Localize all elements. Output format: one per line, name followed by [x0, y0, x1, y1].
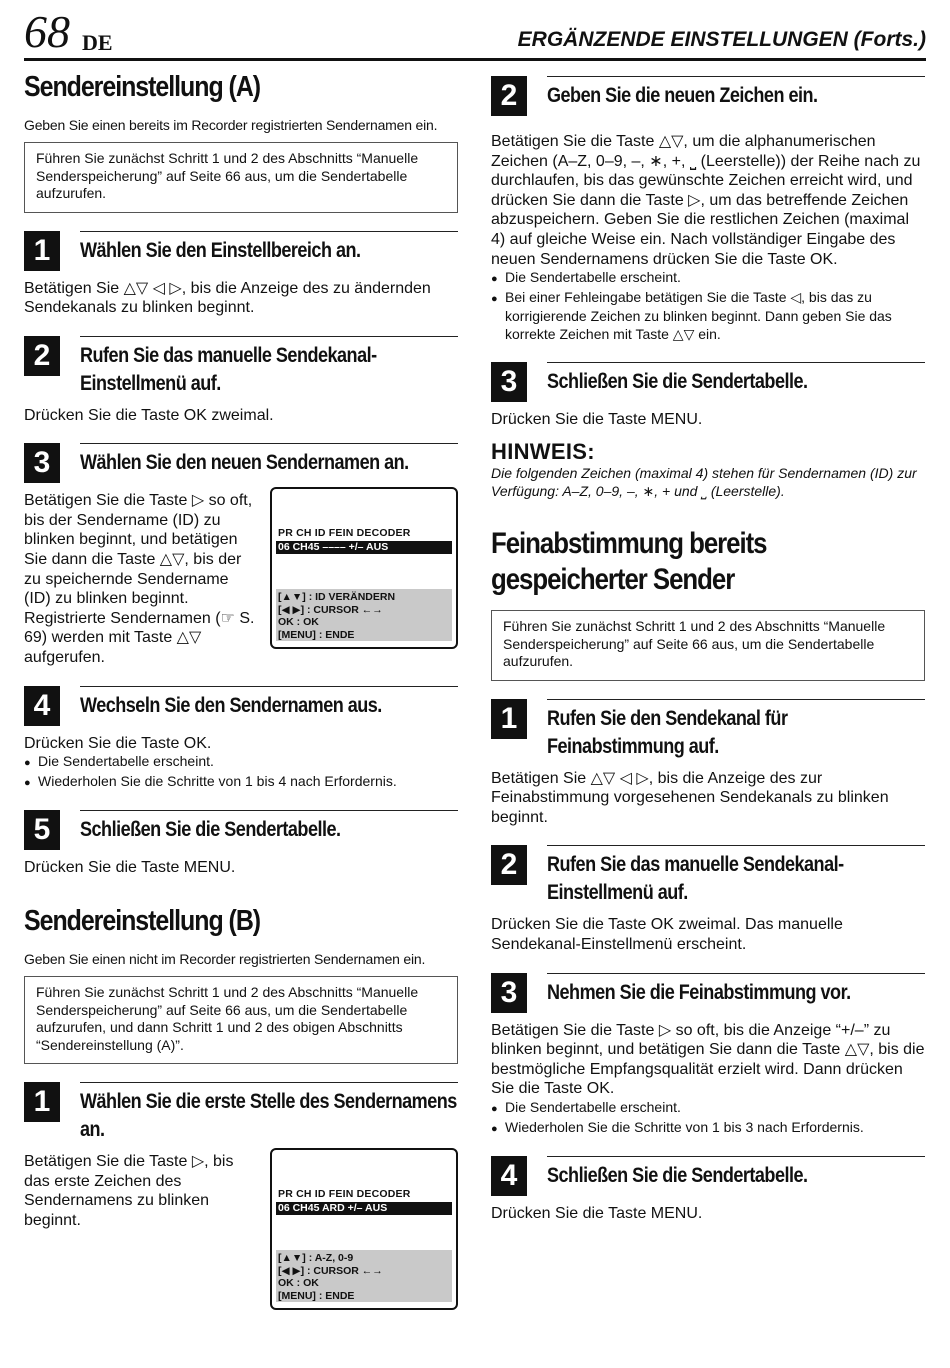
step-a5 [24, 810, 458, 850]
step-a3 [24, 443, 458, 483]
step-body: Betätigen Sie die Taste ▷, bis das erste Zeichen des Sendernamens zu blinken beginnt. [24, 1153, 234, 1229]
step-c3 [491, 973, 925, 1013]
step-c2 [491, 845, 925, 907]
osd-screen-a [270, 487, 458, 649]
step-b1 [24, 1082, 458, 1144]
osd-header: PR CH ID FEIN DECODER [278, 1188, 411, 1200]
step-number: 1 [24, 1082, 60, 1122]
step-title: Wählen Sie die erste Stelle des Sendernamens an. [80, 1090, 457, 1141]
step-body: Drücken Sie die Taste MENU. [24, 859, 236, 877]
step-number: 1 [491, 699, 527, 739]
osd-screen-b [270, 1148, 458, 1310]
section-b-prerequisite-box: Führen Sie zunächst Schritt 1 und 2 des Abschnitts “Manuelle Senderspeicherung” auf Seite 66 aus, um die Sendertabelle aufzurufen, und dann Schritt 1 und 2 des obigen Abschnitts “Sendereinstellung (A)”. [24, 976, 458, 1064]
step-body: Betätigen Sie die Taste ▷ so oft, bis der Sendername (ID) zu blinken beginnt, und betätigen Sie dann die Taste △▽, bis der zu speichernde Sendername (ID) zu blinken beginnt. Registrierte Sendernamen (☞ S. 69) werden mit Taste △▽ aufgerufen. [24, 492, 255, 667]
osd-help-line: OK : OK [278, 616, 319, 629]
step-a4 [24, 686, 458, 726]
section-title-b: Sendereinstellung (B) [24, 905, 261, 937]
section-title-a: Sendereinstellung (A) [24, 71, 261, 103]
step-a2 [24, 336, 458, 398]
chapter-title: ERGÄNZENDE EINSTELLUNGEN (Forts.) [517, 28, 926, 51]
step-title: Geben Sie die neuen Zeichen ein. [547, 84, 818, 107]
page-header [24, 6, 926, 61]
step-c1 [491, 699, 925, 761]
osd-help-line: [MENU] : ENDE [278, 1289, 355, 1302]
page-number: 68 [24, 6, 70, 57]
step-body: Betätigen Sie △▽ ◁ ▷, bis die Anzeige des zu ändernden Sendekanals zu blinken beginnt. [24, 279, 431, 317]
language-code: DE [82, 30, 113, 55]
step-number: 4 [24, 686, 60, 726]
step-body: Betätigen Sie △▽ ◁ ▷, bis die Anzeige des zur Feinabstimmung vorgesehenen Sendekanals zu blinken beginnt. [491, 769, 889, 826]
bullet-item: ● Die Sendertabelle erscheint. [491, 1099, 925, 1119]
step-title: Rufen Sie den Sendekanal für Feinabstimmung auf. [547, 706, 788, 758]
step-a1 [24, 231, 458, 271]
bullet-item: ● Die Sendertabelle erscheint. [491, 269, 925, 289]
section-a-intro: Geben Sie einen bereits im Recorder registrierten Sendernamen ein. [24, 117, 438, 133]
step-number: 2 [491, 845, 527, 885]
note-heading: HINWEIS: [491, 439, 595, 465]
step-body: Drücken Sie die Taste MENU. [491, 410, 703, 428]
right-column [491, 76, 925, 1224]
step-body: Drücken Sie die Taste OK. [24, 734, 212, 752]
step-number: 3 [491, 973, 527, 1013]
osd-help-panel [276, 589, 452, 641]
step-c4 [491, 1156, 925, 1196]
osd-help-line: [▲▼] : A-Z, 0-9 [278, 1252, 354, 1264]
osd-help-line: [▲▼] : ID VERÄNDERN [278, 591, 396, 604]
step-number: 3 [24, 443, 60, 483]
step-title: Rufen Sie das manuelle Sendekanal-Einstellmenü auf. [80, 343, 377, 395]
step-title: Nehmen Sie die Feinabstimmung vor. [547, 980, 851, 1004]
section-a-prerequisite-box: Führen Sie zunächst Schritt 1 und 2 des Abschnitts “Manuelle Senderspeicherung” auf Seite 66 aus, um die Sendertabelle aufzurufen. [24, 142, 458, 213]
bullet-item: ● Die Sendertabelle erscheint. [24, 753, 458, 773]
step-title: Wählen Sie den Einstellbereich an. [80, 238, 361, 262]
osd-help-line: [◀ ▶] : CURSOR ←→ [278, 1264, 383, 1277]
step-number: 2 [491, 76, 527, 116]
bullet-item: ● Wiederholen Sie die Schritte von 1 bis 4 nach Erfordernis. [24, 773, 458, 793]
section-b-intro: Geben Sie einen nicht im Recorder registrierten Sendernamen ein. [24, 951, 426, 967]
step-number: 4 [491, 1156, 527, 1196]
osd-help-line: OK : OK [278, 1277, 319, 1289]
step-number: 5 [24, 810, 60, 850]
step-body: Drücken Sie die Taste OK zweimal. Das manuelle Sendekanal-Einstellmenü erscheint. [491, 916, 843, 953]
step-number: 2 [24, 336, 60, 376]
step-b3 [491, 362, 925, 402]
bullet-item: ● Wiederholen Sie die Schritte von 1 bis 3 nach Erfordernis. [491, 1119, 925, 1139]
osd-help-line: [MENU] : ENDE [278, 628, 355, 641]
osd-header: PR CH ID FEIN DECODER [278, 527, 411, 540]
step-number: 1 [24, 231, 60, 271]
step-body: Betätigen Sie die Taste ▷ so oft, bis die Anzeige “+/–” zu blinken beginnt, und betätigen Sie dann die Taste △▽, bis die bestmögliche Empfangsqualität erzielt wird. Dann drücken Sie die Taste OK. [491, 1021, 925, 1098]
bullet-item: ● Bei einer Fehleingabe betätigen Sie die Taste ◁, bis das zu korrigierende Zeichen zu blinken beginnt. Dann geben Sie das korrekte Zeichen mit Taste △▽ ein. [491, 289, 925, 344]
step-body: Drücken Sie die Taste MENU. [491, 1205, 703, 1223]
step-title: Schließen Sie die Sendertabelle. [547, 369, 808, 393]
osd-help-panel [276, 1250, 452, 1302]
osd-help-line: [◀ ▶] : CURSOR ←→ [278, 603, 383, 616]
step-title: Wechseln Sie den Sendernamen aus. [80, 693, 382, 717]
section-c-prerequisite-box: Führen Sie zunächst Schritt 1 und 2 des Abschnitts “Manuelle Senderspeicherung” auf Seite 66 aus, um die Sendertabelle aufzurufen. [491, 610, 925, 681]
step-title: Rufen Sie das manuelle Sendekanal-Einstellmenü auf. [547, 853, 844, 905]
section-title-c: Feinabstimmung bereits gespeicherter Sender [491, 527, 767, 597]
step-number: 3 [491, 362, 527, 402]
left-column [24, 70, 458, 1310]
osd-selected-row: 06 CH45 ARD +/– AUS [276, 1202, 452, 1215]
step-title: Schließen Sie die Sendertabelle. [80, 818, 341, 842]
step-body: Betätigen Sie die Taste △▽, um die alphanumerischen Zeichen (A–Z, 0–9, –, ∗, +, ⎵ (Leerstelle)) der Reihe nach zu durchlaufen, bis das gewünschte Zeichen erreicht wird, und drücken Sie dann die Taste ▷, um das betreffende Zeichen abzuspeichern. Geben Sie die restlichen Zeichen (maximal 4) auf gleiche Weise ein. Nach vollständiger Eingabe des neuen Sendernamens drücken Sie die Taste OK. [491, 133, 921, 268]
step-body: Drücken Sie die Taste OK zweimal. [24, 406, 274, 424]
step-b2 [491, 76, 925, 116]
step-title: Wählen Sie den neuen Sendernamen an. [80, 451, 409, 475]
note-text: Die folgenden Zeichen (maximal 4) stehen für Sendernamen (ID) zur Verfügung: A–Z, 0–9, –, ∗, + und ⎵ (Leerstelle). [491, 465, 917, 499]
osd-selected-row: 06 CH45 –––– +/– AUS [276, 541, 452, 554]
step-title: Schließen Sie die Sendertabelle. [547, 1164, 808, 1188]
